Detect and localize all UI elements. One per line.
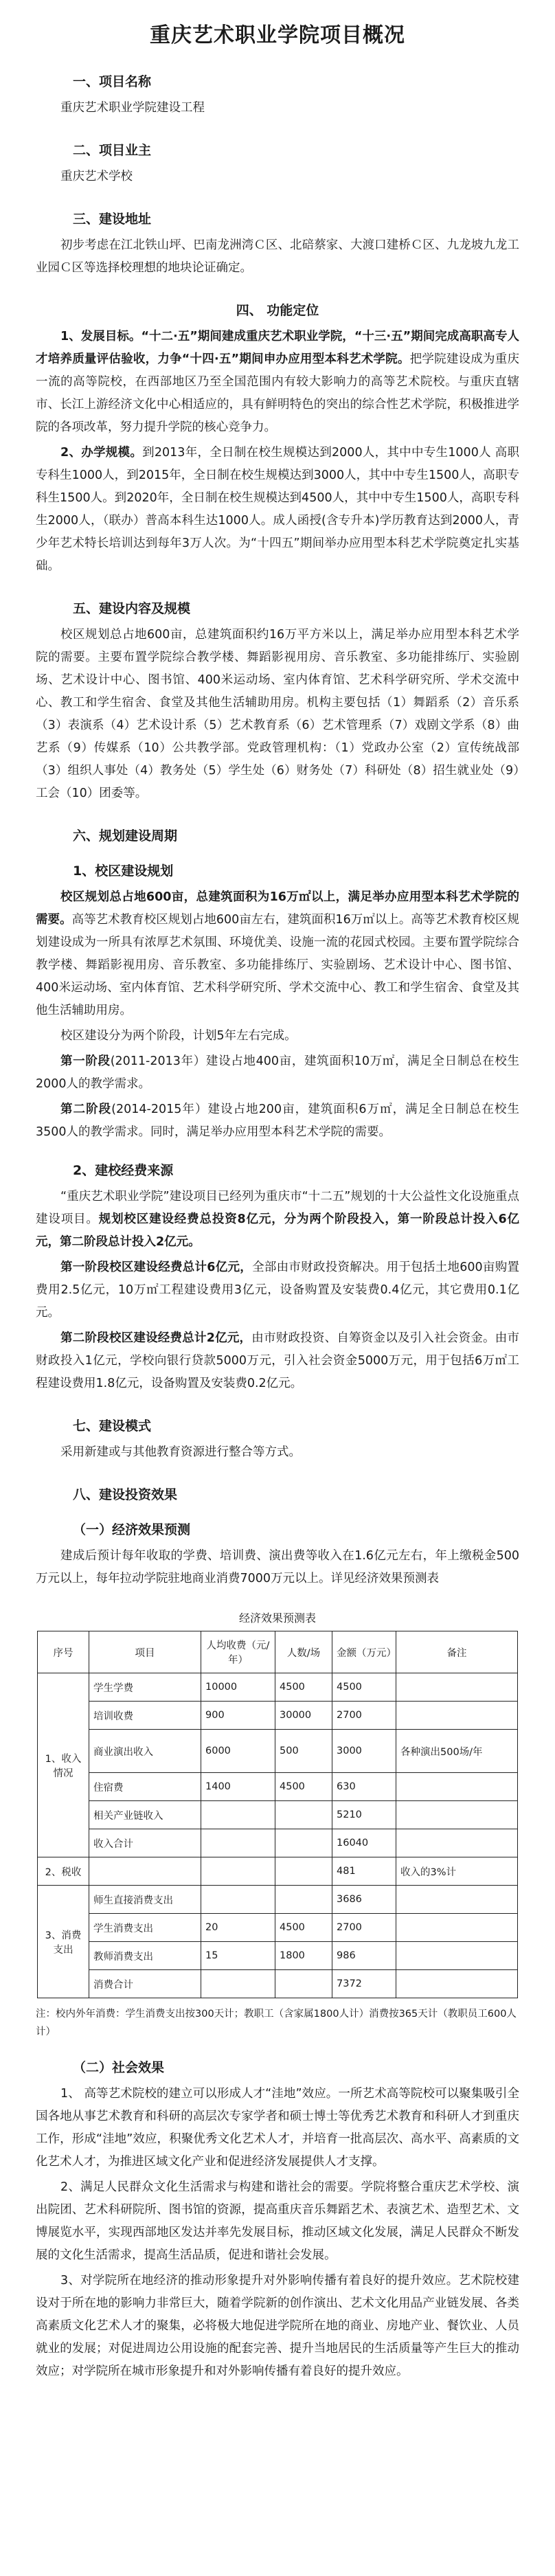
row-people [275, 1857, 332, 1886]
row-note [396, 1970, 518, 1998]
funding-paragraph [36, 1186, 519, 1254]
funding-phase-two-bold: 第二阶段校区建设经费总计2亿元， [60, 1331, 252, 1345]
table-header: 人均收费（元/年） [201, 1631, 275, 1673]
table-row [38, 1702, 518, 1730]
row-fee [201, 1857, 275, 1886]
economic-paragraph: 建成后预计每年收取的学费、培训费、演出费等收入在1.6亿元左右，年上缴税金500万元以上，每年拉动学院驻地商业消费7000万元以上。详见经济效果预测表 [36, 1549, 519, 1585]
campus-plan-rest: 高等艺术教育校区规划占地600亩左右，建筑面积16万㎡以上。高等艺术教育校区规划建设成为一所具有浓厚艺术氛围、环境优美、设施一流的花园式校园。主要布置学院综合教学楼、舞蹈影视用房、音乐教室、多功能排练厅、实验剧场、艺术设计中心、图书馆、400米运动场、室内体育馆、艺术科学研究所、学术交流中心、教工和学生宿舍、食堂及其他生活辅助用房。 [36, 913, 520, 1017]
row-item: 相关产业链收入 [89, 1801, 201, 1829]
row-amount: 3000 [332, 1730, 396, 1773]
row-note [396, 1702, 518, 1730]
row-people: 4500 [275, 1914, 332, 1942]
social-paragraph-2: 2、满足人民群众文化生活需求与构建和谐社会的需要。学院将整合重庆艺术学校、演出院团、艺术科研院所、图书馆的资源，提高重庆音乐舞蹈艺术、表演艺术、造型艺术、文博展览水平，实现西部地区发达并率先发展目标，推动区域文化发展，满足人民群众不断发展的文化生活需求，提高生活品质，促进和谐社会发展。 [36, 2180, 519, 2262]
row-note [396, 1673, 518, 1702]
row-fee: 10000 [201, 1673, 275, 1702]
social-paragraph-1: 1、 高等艺术院校的建立可以形成人才“洼地”效应。一所艺术高等院校可以聚集吸引全国各地从事艺术教育和科研的高层次专家学者和硕士博士等优秀艺术教育和科研人才到重庆工作，形成“洼地”效应，积聚优秀文化艺术人才，并培育一批高层次、高水平、高素质的文化艺术人才，为推进区域文化产业和促进经济发展提供人才支撑。 [36, 2087, 519, 2169]
scale-paragraph [36, 442, 519, 578]
row-people: 4500 [275, 1673, 332, 1702]
row-amount: 5210 [332, 1801, 396, 1829]
subheading-social: （二）社会效果 [73, 2060, 165, 2075]
section-heading-positioning: 四、 功能定位 [236, 303, 319, 318]
table-header: 序号 [38, 1631, 89, 1673]
row-people: 500 [275, 1730, 332, 1773]
table-header: 项目 [89, 1631, 201, 1673]
section-heading-mode: 七、建设模式 [73, 1419, 152, 1434]
row-item: 学生消费支出 [89, 1914, 201, 1942]
phase-one-lead: 第一阶段 [60, 1054, 111, 1068]
table-row [38, 1970, 518, 1998]
page-title: 重庆艺术职业学院项目概况 [150, 23, 405, 47]
funding-phase-one [36, 1256, 519, 1324]
project-owner-text: 重庆艺术学校 [60, 170, 133, 183]
goal-rest: 把学院建设成为重庆一流的高等院校，在西部地区乃至全国范围内有较大影响力的高等艺术院校。与重庆直辖市、长江上游经济文化中心相适应的，具有鲜明特色的突出的综合性艺术学院，积极推进学院的各项改革，努力提升学院的核心竞争力。 [36, 352, 519, 434]
funding-phase-two-rest: 由市财政投资、自筹资金以及引入社会资金。由市财政投入1亿元，学校向银行贷款5000万元，引入社会资金5000万元，用于包括6万㎡工程建设费用1.8亿元，设备购置及安装费0.2亿元。 [36, 1331, 519, 1390]
table-header-row [38, 1631, 518, 1673]
table-note: 注：校内外年消费：学生消费支出按300天计；教职工（含家属1800人计）消费按365天计（教职员工600人计） [36, 2009, 517, 2037]
section-heading-address: 三、建设地址 [73, 212, 152, 227]
row-item: 住宿费 [89, 1773, 201, 1801]
table-row [38, 1673, 518, 1702]
row-amount: 2700 [332, 1702, 396, 1730]
funding-phase-two [36, 1327, 519, 1395]
section-heading-cycle: 六、规划建设周期 [73, 828, 178, 844]
row-seq: 2、税收 [38, 1857, 89, 1886]
phase-two-lead: 第二阶段 [60, 1103, 112, 1116]
row-note [396, 1773, 518, 1801]
goal-paragraph [36, 326, 519, 439]
mode-text: 采用新建或与其他教育资源进行整合等方式。 [60, 1445, 301, 1459]
table-header: 金额（万元） [332, 1631, 396, 1673]
table-row [38, 1914, 518, 1942]
section-heading-effects: 八、建设投资效果 [73, 1487, 178, 1502]
row-note [396, 1914, 518, 1942]
row-note: 各种演出500场/年 [396, 1730, 518, 1773]
row-people: 4500 [275, 1773, 332, 1801]
table-title: 经济效果预测表 [238, 1612, 316, 1625]
phase-two-rest: (2014-2015年）建设占地200亩，建筑面积6万㎡，满足全日制总在校生3500人的教学需求。同时，满足举办应用型本科艺术学院的需要。 [36, 1103, 520, 1139]
table-row [38, 1942, 518, 1970]
funding-phase-one-rest: 全部由市财政投资解决。用于包括土地600亩购置费用2.5亿元，10万㎡工程建设费用3亿元，设备购置及安装费0.4亿元，其它费用0.1亿元。 [36, 1261, 519, 1320]
row-people [275, 1886, 332, 1914]
row-amount: 7372 [332, 1970, 396, 1998]
table-row [38, 1773, 518, 1801]
row-people: 30000 [275, 1702, 332, 1730]
row-people [275, 1970, 332, 1998]
table-row [38, 1886, 518, 1914]
row-seq: 1、收入情况 [38, 1673, 89, 1857]
funding-bold: 规划校区建设经费总投资8亿元，分为两个阶段投入，第一阶段总计投入6亿元，第二阶段总计投入2亿元。 [36, 1212, 519, 1249]
row-amount: 16040 [332, 1829, 396, 1857]
campus-plan-paragraph [36, 886, 519, 1022]
subheading-economic: （一）经济效果预测 [73, 1522, 191, 1537]
row-note [396, 1829, 518, 1857]
row-fee [201, 1829, 275, 1857]
phase-two-paragraph [36, 1098, 519, 1144]
row-fee: 6000 [201, 1730, 275, 1773]
funding-phase-one-bold: 第一阶段校区建设经费总计6亿元， [60, 1261, 253, 1274]
phase-one-paragraph [36, 1050, 519, 1096]
row-amount: 986 [332, 1942, 396, 1970]
phases-paragraph: 校区建设分为两个阶段，计划5年左右完成。 [60, 1029, 297, 1043]
row-item: 培训收费 [89, 1702, 201, 1730]
row-fee: 15 [201, 1942, 275, 1970]
table-header: 人数/场 [275, 1631, 332, 1673]
scale-rest: 到2013年，全日制在校生规模达到2000人，其中中专生1000人 高职专科生1000人，到2015年，全日制在校生规模达到3000人，其中中专生1500人，高职专科生1500人。到2020年，全日制在校生规模达到4500人，其中中专生1500人，高职专科生2000人，（联办）普高本科生达1000人。成人函授(含专升本)学历教育达到2000人，青少年艺术特长培训达到每年3万人次。为“十四五”期间举办应用型本科艺术学院奠定扎实基础。 [36, 446, 519, 573]
table-row [38, 1801, 518, 1829]
row-amount: 4500 [332, 1673, 396, 1702]
row-item: 消费合计 [89, 1970, 201, 1998]
row-amount: 630 [332, 1773, 396, 1801]
row-amount: 2700 [332, 1914, 396, 1942]
row-seq: 3、消费支出 [38, 1886, 89, 1998]
table-row [38, 1730, 518, 1773]
row-amount: 481 [332, 1857, 396, 1886]
row-note [396, 1801, 518, 1829]
row-amount: 3686 [332, 1886, 396, 1914]
economic-table [37, 1631, 518, 1998]
table-row [38, 1829, 518, 1857]
row-fee [201, 1801, 275, 1829]
row-item: 收入合计 [89, 1829, 201, 1857]
social-paragraph-3: 3、对学院所在地经济的推动形象提升对外影响传播有着良好的提升效应。艺术院校建设对于所在地的影响力非常巨大，随着学院新的创作演出、艺术文化用品产业链发展、各类高素质文化艺术人才的聚集，必将极大地促进学院所在地的商业、房地产业、餐饮业、人员就业的发展；对促进周边公用设施的配套完善、提升当地居民的生活质量等产生巨大的推动效应；对学院所在城市形象提升和对外影响传播有着良好的提升效应。 [36, 2274, 519, 2378]
row-fee [201, 1886, 275, 1914]
row-fee: 20 [201, 1914, 275, 1942]
row-people: 1800 [275, 1942, 332, 1970]
scale-lead: 2、办学规模。 [60, 446, 143, 460]
row-item: 学生学费 [89, 1673, 201, 1702]
project-name-text: 重庆艺术职业学院建设工程 [60, 101, 205, 115]
section-heading-project-owner: 二、项目业主 [73, 143, 152, 158]
row-item: 教师消费支出 [89, 1942, 201, 1970]
row-note [396, 1886, 518, 1914]
row-note: 收入的3%计 [396, 1857, 518, 1886]
section-heading-content: 五、建设内容及规模 [73, 601, 191, 616]
phase-one-rest: (2011-2013年）建设占地400亩，建筑面积10万㎡，满足全日制总在校生2000人的教学需求。 [36, 1054, 519, 1091]
row-fee: 1400 [201, 1773, 275, 1801]
table-header: 备注 [396, 1631, 518, 1673]
goal-lead: 1、发展目标。 [60, 330, 141, 343]
subheading-campus-plan: 1、校区建设规划 [73, 863, 174, 879]
campus-plan-bold: 校区规划总占地600亩，总建筑面积为16万㎡以上，满足举办应用型本科艺术学院的需要。 [36, 890, 519, 927]
table-row [38, 1857, 518, 1886]
content-paragraph: 校区规划总占地600亩，总建筑面积约16万平方米以上，满足举办应用型本科艺术学院的需要。主要布置学院综合教学楼、舞蹈影视用房、音乐教室、多功能排练厅、实验剧场、艺术设计中心、图书馆、400米运动场、室内体育馆、艺术科学研究所、学术交流中心、教工和学生宿舍、食堂及其他生活辅助用房。机构主要包括（1）舞蹈系（2）音乐系（3）表演系（4）艺术设计系（5）艺术教育系（6）艺术管理系（7）戏剧文学系（8）曲艺系（9）传媒系（10）公共教学部。党政管理机构：（1）党政办公室（2）宣传统战部（3）组织人事处（4）教务处（5）学生处（6）财务处（7）科研处（8）招生就业处（9）工会（10）团委等。 [36, 628, 519, 800]
row-fee: 900 [201, 1702, 275, 1730]
row-item: 师生直接消费支出 [89, 1886, 201, 1914]
row-people [275, 1801, 332, 1829]
goal-bold: “十二·五”期间建成重庆艺术职业学院，“十三·五”期间完成高职高专人才培养质量评估验收，力争“十四·五”期间申办应用型本科艺术学院。 [36, 330, 519, 366]
row-item [89, 1857, 201, 1886]
row-fee [201, 1970, 275, 1998]
row-item: 商业演出收入 [89, 1730, 201, 1773]
subheading-funding: 2、建校经费来源 [73, 1163, 174, 1178]
funding-plain: “重庆艺术职业学院”建设项目已经列为重庆市“十二五”规划的十大公益性文化设施重点建设项目。 [36, 1190, 519, 1226]
row-people [275, 1829, 332, 1857]
address-text: 初步考虑在江北铁山坪、巴南龙洲湾Ｃ区、北碚蔡家、大渡口建桥Ｃ区、九龙坡九龙工业园Ｃ区等选择校理想的地块论证确定。 [36, 238, 519, 275]
row-note [396, 1942, 518, 1970]
section-heading-project-name: 一、项目名称 [73, 74, 152, 89]
